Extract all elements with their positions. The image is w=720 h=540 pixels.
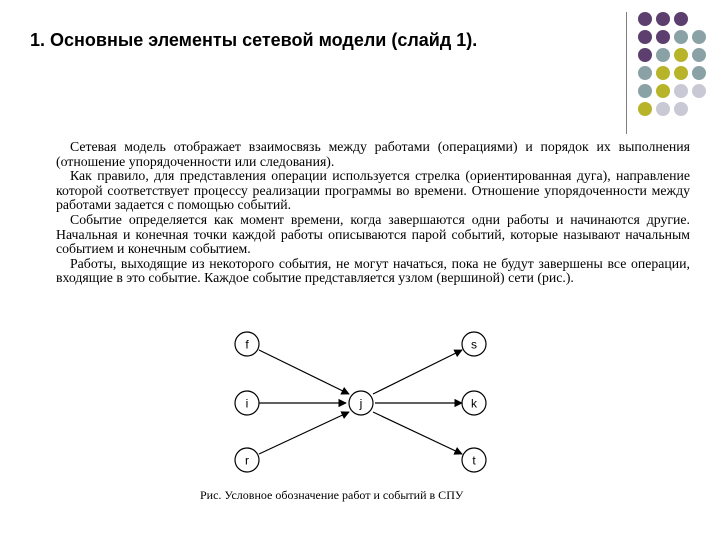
paragraph: Как правило, для представления операции используется стрелка (ориентированная дуга), направление которой соответствует процессу реализации программы во времени. Отношение упорядоченности между работами задается с помощью событий. — [56, 168, 690, 213]
edge-f-j — [259, 350, 349, 394]
body-text — [56, 140, 690, 286]
decor-dot — [692, 66, 706, 80]
node-i — [235, 391, 259, 415]
paragraph: Событие определяется как момент времени, когда завершаются одни работы и начинаются другие. Начальная и конечная точки каждой работы описываются парой событий, которые называют начальным событием и конечным событием. — [56, 211, 690, 257]
decor-dot — [638, 84, 652, 98]
decor-dot — [638, 66, 652, 80]
decor-dot — [674, 102, 688, 116]
decor-dot — [656, 12, 670, 26]
decorative-dot-grid — [636, 10, 716, 120]
network-diagram — [210, 322, 510, 482]
decorative-vertical-line — [626, 12, 627, 134]
decor-dot — [638, 30, 652, 44]
edge-r-j — [259, 412, 349, 454]
decor-dot — [656, 48, 670, 62]
node-label: k — [471, 396, 477, 411]
node-k — [462, 391, 486, 415]
node-r — [235, 448, 259, 472]
decor-dot — [656, 102, 670, 116]
node-f — [235, 332, 259, 356]
edge-j-s — [373, 350, 462, 394]
decor-dot — [674, 66, 688, 80]
node-j — [349, 391, 373, 415]
decor-dot — [674, 48, 688, 62]
decor-dot — [692, 48, 706, 62]
node-s — [462, 332, 486, 356]
figure-caption: Рис. Условное обозначение работ и событий в СПУ — [200, 488, 464, 502]
decor-dot — [638, 12, 652, 26]
decor-dot — [674, 84, 688, 98]
node-label: r — [245, 453, 249, 468]
decor-dot — [656, 66, 670, 80]
node-label: i — [245, 396, 249, 411]
decor-dot — [674, 30, 688, 44]
slide-title: 1. Основные элементы сетевой модели (слайд 1). — [30, 30, 478, 50]
paragraph: Сетевая модель отображает взаимосвязь между работами (операциями) и порядок их выполнения (отношение упорядоченности или следования). — [56, 139, 690, 169]
node-t — [462, 448, 486, 472]
decor-dot — [692, 84, 706, 98]
decor-dot — [656, 30, 670, 44]
decor-dot — [656, 84, 670, 98]
paragraph: Работы, выходящие из некоторого события, не могут начаться, пока не будут завершены все операции, входящие в это событие. Каждое событие представляется узлом (вершиной) сети (рис.). — [56, 255, 690, 286]
edge-j-t — [373, 412, 462, 454]
node-label: t — [472, 453, 476, 468]
node-label: s — [471, 337, 477, 352]
decor-dot — [674, 12, 688, 26]
decor-dot — [692, 30, 706, 44]
decor-dot — [638, 48, 652, 62]
decor-dot — [638, 102, 652, 116]
node-label: j — [359, 396, 363, 411]
node-label: f — [245, 337, 249, 352]
